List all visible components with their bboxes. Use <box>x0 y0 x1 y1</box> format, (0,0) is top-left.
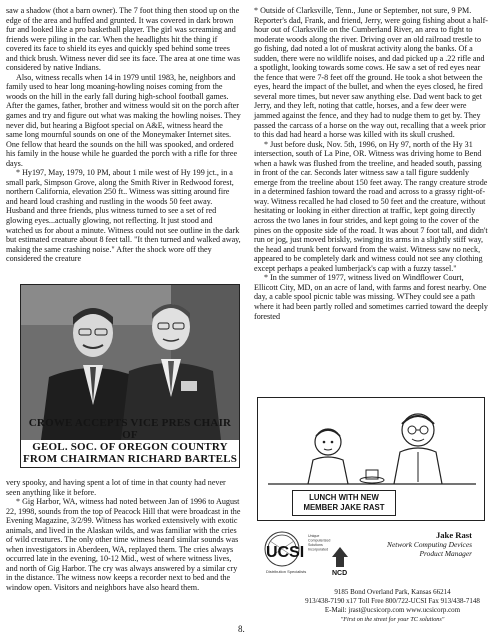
logo-wordmark: UCSI <box>266 544 305 561</box>
right-column <box>254 6 489 321</box>
ucsi-logo <box>262 527 358 579</box>
paragraph: Also, witness recalls when 14 in 1979 until 1983, he, neighbors and family used to hear long moaning-howling noises coming from the woods on the hill in the early fall during high-school football games. After the games, father, brother and witness would sit on the porch after games and try and figure out what was making the howling noises. They never did, but hearing a Bigfoot special on A&E, witness heard the same long mournful sounds on one of the Moneymaker Internet sites. One fellow that heard the sounds on the hill was spooked, and ordered his family in the house while he guarded the porch with a rifle for three days. <box>6 72 241 168</box>
logo-small-line: Solutions <box>308 543 323 547</box>
contact-card <box>387 530 472 558</box>
address-block <box>300 588 485 624</box>
left-column-continued <box>6 478 241 593</box>
photo-caption <box>21 417 239 465</box>
cartoon-figure <box>257 397 485 521</box>
page-number: 8. <box>238 624 245 634</box>
ucsi-logo-graphic <box>262 527 358 579</box>
caption-line: CROWE ACCEPTS VICE PRES CHAIR OF <box>28 417 232 441</box>
caption-line: FROM CHAIRMAN RICHARD BARTELS <box>22 453 238 465</box>
caption-line: GEOL. SOC. OF OREGON COUNTRY <box>32 441 228 453</box>
ncd-logo: NCD <box>332 570 348 577</box>
contact-name: Jake Rast <box>435 530 472 540</box>
paragraph: saw a shadow (thot a barn owner). The 7 foot thing then stood up on the edge of the area and huffed and grunted. It was covered in dark brown fur and looked like a pro basketball player. The girl was screaming and friends were piling in the car. When the headlights hit the thing if covered its face to shield its eyes and quickly sped behind some trees and thick brush. Witness never did see its face. The area at one time was considered by native Indians. <box>6 6 241 73</box>
left-column <box>6 6 241 264</box>
ad-tagline: "First on the street for your TC solutions" <box>340 616 445 623</box>
caption-line: LUNCH WITH NEW <box>309 493 379 502</box>
logo-tagline: Distribution Specialists <box>266 569 307 574</box>
email-line: E-Mail: jrast@ucsicorp.com www.ucsicorp.com <box>324 606 461 614</box>
cartoon-caption <box>292 490 396 516</box>
paragraph: * Outside of Clarksville, Tenn., June or September, not sure, 9 PM. Reporter's dad, Frank, and friend, Jerry, were going fishing about a half-hour out of Clarksville on the Cumberland River, an area to fight to moderate woods along the river. Driving over an old railroad trestle to go fishing, dad noted a lot of muskrat activity along the banks. Of a sudden, there were no wildlife noises, and dad picked up a .22 rifle and a spotlight, looking towards some cows. He saw a set of red eyes near the fence that were 7-8 feet off the ground. He took a shot between the eyes, heard the impact of the bullet, and when the eyes closed, he fired several more times, but never saw anything else. Dad went back to get Jerry, and they left, noting that cattle, horses, and a few deer were jammed against the fence, and they had to nudge them to get by. They passed the carcass of a horse on the way out, recalling that a week prior to this dad had heard a horse was killed with its skull crushed. <box>254 6 489 140</box>
contact-title: Network Computing Devices <box>387 540 472 549</box>
logo-small-line: Unique <box>308 534 320 538</box>
paragraph: * Gig Harbor, WA, witness had noted between Jan of 1996 to August 22, 1998, sounds from the top of Peacock Hill that were broadcast in the Evening Magazine, 3/2/99. Witness has worked extensively with exotic animals, and lived in the Alaskan wilds, and was familiar with the cries of wild creatures. The only other time witness heard similar sounds was when investigators in Aberdeen, WA, replayed them. The cries always occurred late in the evening, 10-12 Mid., west of where witness lives, and north of Gig Harbor. The cry was always answered by a similar cry in the distance. The witness now keeps a recorder next to bed and the window open. Visitors and neighbors have also heard them. <box>6 497 241 593</box>
address-line: 9185 Bond Overland Park, Kansas 66214 <box>334 588 451 596</box>
paragraph: * Just before dusk, Nov. 5th, 1996, on Hy 97, north of the Hy 31 intersection, south of La Pine, OR. Witness was driving home to Bend when a hawk was flushed from the treeline, and headed south, passing in front of the car. Seconds later witness saw a tall figure suddenly emerge from the treeline about 150 feet away. The rangy creature strode in a determined fashion toward the road and across to a grassy right-of-way. Witness recalled he had closed to 50 feet and the creature, without hesitating or looking in either direction at traffic, kept going directly across the two lanes in four strides, and kept going to the cover of the pines on the opposite side of the road. It was about 7 foot tall, and didn't run or jog, just moved briskly, swinging its arms in a slightly stiff way, the head and trunk bent forward from the waist. Witness saw no neck, appeared to be completely dark and witness could not see any clothing except perhaps a peaked lumberjack's cap with a fuzzy tassel." <box>254 139 488 273</box>
photo-figure <box>20 284 240 468</box>
phone-line: 913/438-7190 x17 Toll Free 800/722-UCSI Fax 913/438-7148 <box>305 597 480 605</box>
logo-small-line: Incorporated <box>308 547 329 552</box>
paragraph: * Hy197, May, 1979, 10 PM, about 1 mile west of Hy 199 jct., in a small park, Simpson Grove, along the Smith River in Redwood forest, northern California, elevation 250 ft.. Witness was sitting around fire and heard loud crashing and rustling in the woods 50 feet away. Husband and three friends, plus witness turned to see a set of red glowing eyes...actually glowing, not reflecting. It just stood and watched us for about a minute. Witness could not see outline in the dark but estimated creature about 8 feet tall. "It then turned and walked away, making the same crashing noise." After the shock wore off they considered the creature <box>6 168 241 264</box>
cartoon-drawing <box>268 402 476 492</box>
paragraph: * In the summer of 1977, witness lived on Windflower Court, Ellicott City, MD, on an acre of land, with farms and forest nearby. One day, a cable spool picnic table was missing. WThey could see a path where it had been partly rolled and sometimes carried toward the deeply forested <box>254 273 488 321</box>
caption-line: MEMBER JAKE RAST <box>303 503 385 512</box>
contact-title: Product Manager <box>419 549 472 558</box>
paragraph: very spooky, and having spent a lot of time in that county had never seen anything like it before. <box>6 478 226 497</box>
logo-small-line: Computerized <box>308 538 331 543</box>
